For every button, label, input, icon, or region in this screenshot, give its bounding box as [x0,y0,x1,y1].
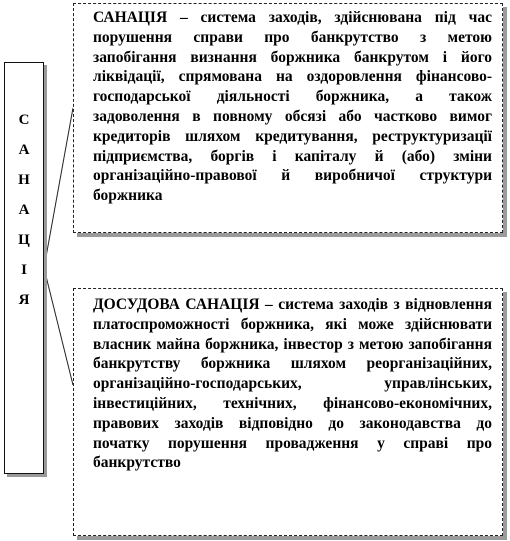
definition-paragraph [93,295,492,473]
bracket-line-top [44,108,73,268]
definition-text: – система заходів, здійснювана під час порушення справи про банкрутство з метою запобігання визнання боржника банкрутом і його ліквідації, спрямована на оздоровлення фінансово-господарської діяльності боржника, а також задоволення в повному обсязі або частково вимог кредиторів шляхом кредитування, реструктуризації підприємства, боргів і капіталу й (або) зміни організаційно-правової й виробничої структури боржника [93,9,492,205]
side-letter: Ц [18,232,30,248]
definition-text: – система заходів з відновлення платоспроможності боржника, які може здійснювати власник майна боржника, інвестор з метою запобігання банкрутству боржника шляхом реорганізаційних, організаційно-господарських, управлінських, інвестиційних, технічних, фінансово-економічних, правових заходів відповідно до законодавства до початку порушення провадження у справі про банкрутство [93,296,492,472]
definition-box-sanatsiia [73,3,503,233]
definition-term: ДОСУДОВА САНАЦІЯ [93,296,260,313]
definition-box-dosudova-sanatsiia [73,288,503,536]
bracket-line-bottom [44,268,73,385]
side-letter: І [21,262,27,278]
side-letter: Я [18,292,30,308]
side-label-letters [5,105,43,315]
side-letter: А [18,142,30,158]
side-letter: А [18,202,30,218]
side-letter: С [18,112,30,128]
definition-paragraph [93,8,492,206]
definition-term: САНАЦІЯ [93,9,168,26]
side-letter: Н [18,172,30,188]
side-label-box [4,62,44,474]
